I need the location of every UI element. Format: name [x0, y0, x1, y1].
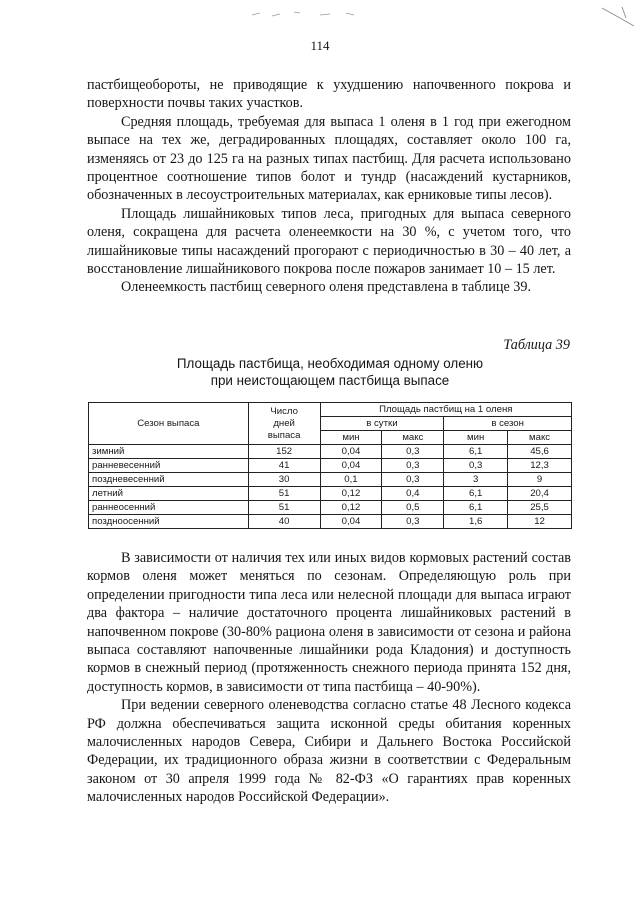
paragraph: пастбищеобороты, не приводящие к ухудшению напочвенного покрова и поверхности почвы таких участков. [87, 77, 571, 112]
paragraph: В зависимости от наличия тех или иных видов кормовых растений состав кормов оленя может меняться по сезонам. Определяющую роль при определении пригодности типа леса или нелесной площади для выпаса играют два фактора – наличие достаточного процента лишайниковых растений в напочвенном покрове (30-80% рациона оленя в зависимости от сезона и района выпаса составляют напочвенные лишайники рода Кладония) и доступность кормов в снежный период (протяженность снежного периода принята 152 дня, доступность кормов, в зависимости от типа пастбища – 40-90%). [87, 550, 571, 695]
cell-season-min: 6,1 [444, 501, 508, 515]
cell-day-min: 0,04 [320, 445, 382, 459]
header-per-season: в сезон [444, 417, 572, 431]
cell-season-min: 3 [444, 473, 508, 487]
cell-season: ранневесенний [89, 459, 249, 473]
cell-days: 51 [248, 487, 320, 501]
header-season: Сезон выпаса [89, 403, 249, 445]
paragraph: При ведении северного оленеводства согласно статье 48 Лесного кодекса РФ должна обеспечиваться защита исконной среды обитания коренных малочисленных народов Севера, Сибири и Дальнего Востока Российской Федерации, их традиционного образа жизни в соответствии с Федеральным законом от 30 апреля 1999 года № 82-ФЗ «О гарантиях прав коренных малочисленных народов Российской Федерации». [87, 697, 571, 806]
cell-season-min: 6,1 [444, 445, 508, 459]
cell-day-min: 0,12 [320, 487, 382, 501]
scan-noise-corner [598, 4, 638, 30]
text-block-top [87, 76, 571, 297]
cell-season-max: 45,6 [508, 445, 572, 459]
cell-season: летний [89, 487, 249, 501]
header-per-day: в сутки [320, 417, 444, 431]
header-days-line: дней [273, 417, 295, 429]
paragraph: Средняя площадь, требуемая для выпаса 1 оленя в 1 год при ежегодном выпасе на тех же, деградированных площадях, составляет около 100 га, изменяясь от 23 до 125 га на разных типах пастбищ. Для расчета использовано процентное соотношение типов болот и тундр (насаждений кустарников, обозначенных в лесоустроительных материалах, как ерниковые типы лесов). [87, 113, 571, 204]
cell-season-max: 9 [508, 473, 572, 487]
header-area: Площадь пастбищ на 1 оленя [320, 403, 571, 417]
text-block-bottom [87, 549, 571, 807]
table-title-line: Площадь пастбища, необходимая одному оленю [176, 356, 484, 371]
page-number: 114 [310, 38, 330, 53]
cell-day-max: 0,3 [382, 459, 444, 473]
cell-days: 41 [248, 459, 320, 473]
cell-season-min: 0,3 [444, 459, 508, 473]
cell-days: 152 [248, 445, 320, 459]
cell-season: поздневесенний [89, 473, 249, 487]
cell-season-min: 6,1 [444, 487, 508, 501]
cell-season-max: 25,5 [508, 501, 572, 515]
scan-noise-top [250, 6, 370, 20]
cell-day-min: 0,1 [320, 473, 382, 487]
paragraph: Площадь лишайниковых типов леса, пригодных для выпаса северного оленя, сокращена для расчета оленеемкости на 30 %, с учетом того, что лишайниковые типы насаждений прогорают с периодичностью в 30 – 40 лет, а восстановление лишайникового покрова после пожаров занимает 10 – 15 лет. [87, 205, 571, 278]
cell-days: 40 [248, 515, 320, 529]
table-row [89, 473, 572, 487]
cell-season-min: 1,6 [444, 515, 508, 529]
cell-day-min: 0,12 [320, 501, 382, 515]
header-max: макс [382, 431, 444, 445]
cell-season-max: 12,3 [508, 459, 572, 473]
cell-day-max: 0,5 [382, 501, 444, 515]
cell-season-max: 12 [508, 515, 572, 529]
header-min: мин [444, 431, 508, 445]
table-row [89, 515, 572, 529]
header-days-line: Число [270, 405, 298, 417]
table-row [89, 487, 572, 501]
table-caption: Таблица 39 [503, 337, 570, 353]
header-days [248, 403, 320, 445]
cell-day-max: 0,3 [382, 473, 444, 487]
header-max: макс [508, 431, 572, 445]
header-min: мин [320, 431, 382, 445]
cell-days: 51 [248, 501, 320, 515]
data-table [88, 402, 572, 529]
cell-season: зимний [89, 445, 249, 459]
cell-day-max: 0,3 [382, 445, 444, 459]
cell-days: 30 [248, 473, 320, 487]
table-container [88, 402, 572, 529]
table-title [150, 355, 510, 389]
cell-day-max: 0,4 [382, 487, 444, 501]
cell-season-max: 20,4 [508, 487, 572, 501]
cell-day-max: 0,3 [382, 515, 444, 529]
cell-day-min: 0,04 [320, 459, 382, 473]
cell-season: раннеосенний [89, 501, 249, 515]
cell-day-min: 0,04 [320, 515, 382, 529]
header-days-line: выпаса [267, 429, 301, 441]
paragraph: Оленеемкость пастбищ северного оленя представлена в таблице 39. [121, 279, 532, 296]
table-row [89, 501, 572, 515]
table-title-line: при неистощающем пастбища выпасе [210, 373, 450, 388]
table-row [89, 445, 572, 459]
table-row [89, 459, 572, 473]
cell-season: поздноосенний [89, 515, 249, 529]
